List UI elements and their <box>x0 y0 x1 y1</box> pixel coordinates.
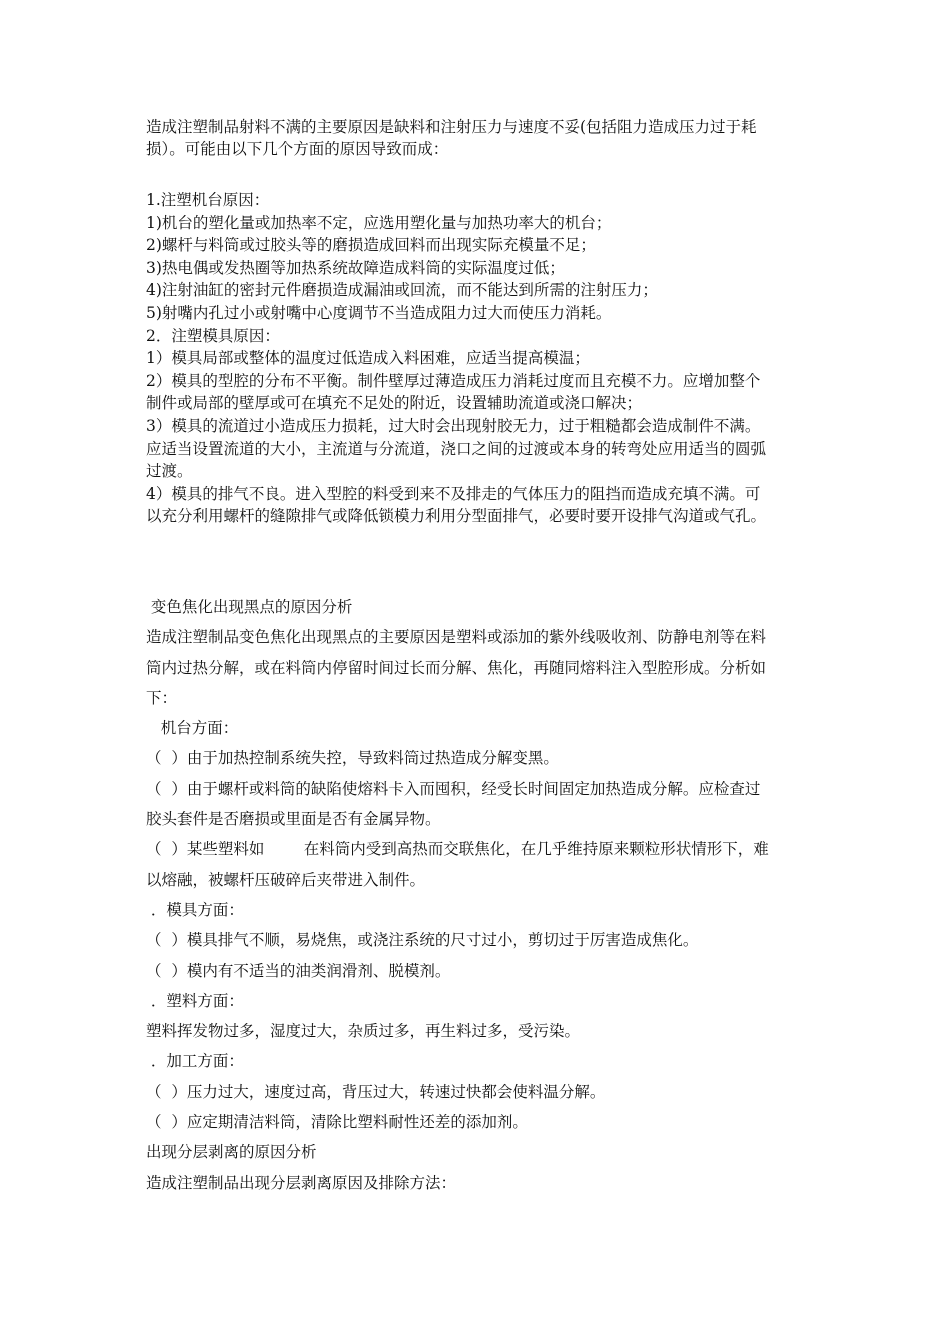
text-line: 塑料挥发物过多，湿度过大，杂质过多，再生料过多，受污染。 <box>146 1022 581 1041</box>
text-line: （ ）应定期清洁料筒，清除比塑料耐性还差的添加剂。 <box>146 1113 528 1132</box>
subsection-heading: 机台方面： <box>146 719 239 738</box>
section-heading: 2．注塑模具原因： <box>146 326 280 345</box>
text-line: 2）模具的型腔的分布不平衡。制件壁厚过薄造成压力消耗过度而且充模不力。应增加整个 <box>146 371 761 390</box>
subsection-heading: ．模具方面： <box>146 900 244 919</box>
text-line: 以熔融，被螺杆压破碎后夹带进入制件。 <box>146 870 426 889</box>
text-line: 1)机台的塑化量或加热率不定，应选用塑化量与加热功率大的机台； <box>146 213 612 232</box>
machine-mold-causes-section <box>146 189 810 528</box>
text-line: 4）模具的排气不良。进入型腔的料受到来不及排走的气体压力的阻挡而造成充填不满。可 <box>146 484 761 503</box>
section-heading: 变色焦化出现黑点的原因分析 <box>146 598 353 616</box>
text-line: （ ）模具排气不顺，易烧焦，或浇注系统的尺寸过小，剪切过于厉害造成焦化。 <box>146 931 699 950</box>
subsection-heading: ．塑料方面： <box>146 991 244 1010</box>
text-line: 1）模具局部或整体的温度过低造成入料困难，应适当提高模温； <box>146 349 590 368</box>
text-line: （ ）压力过大，速度过高，背压过大，转速过快都会使料温分解。 <box>146 1082 606 1101</box>
text-line: （ ）模内有不适当的油类润滑剂、脱模剂。 <box>146 961 451 980</box>
text-line: （ ）由于加热控制系统失控，导致料筒过热造成分解变黑。 <box>146 749 559 768</box>
discoloration-section <box>146 592 810 1198</box>
text-line: 以充分利用螺杆的缝隙排气或降低锁模力利用分型面排气，必要时要开设排气沟道或气孔。 <box>146 507 767 526</box>
subsection-heading: ．加工方面： <box>146 1052 244 1071</box>
intro-paragraph <box>146 116 810 160</box>
text-line: 损）。可能由以下几个方面的原因导致而成： <box>146 140 449 158</box>
text-line: 4)注射油缸的密封元件磨损造成漏油或回流，而不能达到所需的注射压力； <box>146 281 658 300</box>
text-line: 造成注塑制品射料不满的主要原因是缺料和注射压力与速度不妥(包括阻力造成压力过于耗 <box>146 118 757 136</box>
text-line: 筒内过热分解，或在料筒内停留时间过长而分解、焦化，再随同熔料注入型腔形成。分析如 <box>146 658 767 677</box>
text-line: （ ）由于螺杆或料筒的缺陷使熔料卡入而囤积，经受长时间固定加热造成分解。应检查过 <box>146 779 761 798</box>
text-line: （ ）某些塑料如 在料筒内受到高热而交联焦化，在几乎维持原来颗粒形状情形下，难 <box>146 840 769 859</box>
text-line: 3）模具的流道过小造成压力损耗，过大时会出现射胶无力，过于粗糙都会造成制件不满。 <box>146 416 761 435</box>
text-line: 3)热电偶或发热圈等加热系统故障造成料筒的实际温度过低； <box>146 258 565 277</box>
text-line: 胶头套件是否磨损或里面是否有金属异物。 <box>146 810 441 829</box>
text-line: 造成注塑制品出现分层剥离原因及排除方法： <box>146 1173 457 1192</box>
text-line: 过渡。 <box>146 462 193 481</box>
text-line: 下： <box>146 688 178 707</box>
text-line: 应适当设置流道的大小，主流道与分流道，浇口之间的过渡或本身的转弯处应用适当的圆弧 <box>146 439 767 458</box>
text-line: 造成注塑制品变色焦化出现黑点的主要原因是塑料或添加的紫外线吸收剂、防静电剂等在料 <box>146 628 767 647</box>
text-line: 5)射嘴内孔过小或射嘴中心度调节不当造成阻力过大而使压力消耗。 <box>146 303 612 322</box>
section-heading: 1.注塑机台原因： <box>146 191 270 209</box>
text-line: 2)螺杆与料筒或过胶头等的磨损造成回料而出现实际充模量不足； <box>146 236 596 255</box>
text-line: 制件或局部的壁厚或可在填充不足处的附近，设置辅助流道或浇口解决； <box>146 394 643 413</box>
section-heading: 出现分层剥离的原因分析 <box>146 1143 317 1162</box>
